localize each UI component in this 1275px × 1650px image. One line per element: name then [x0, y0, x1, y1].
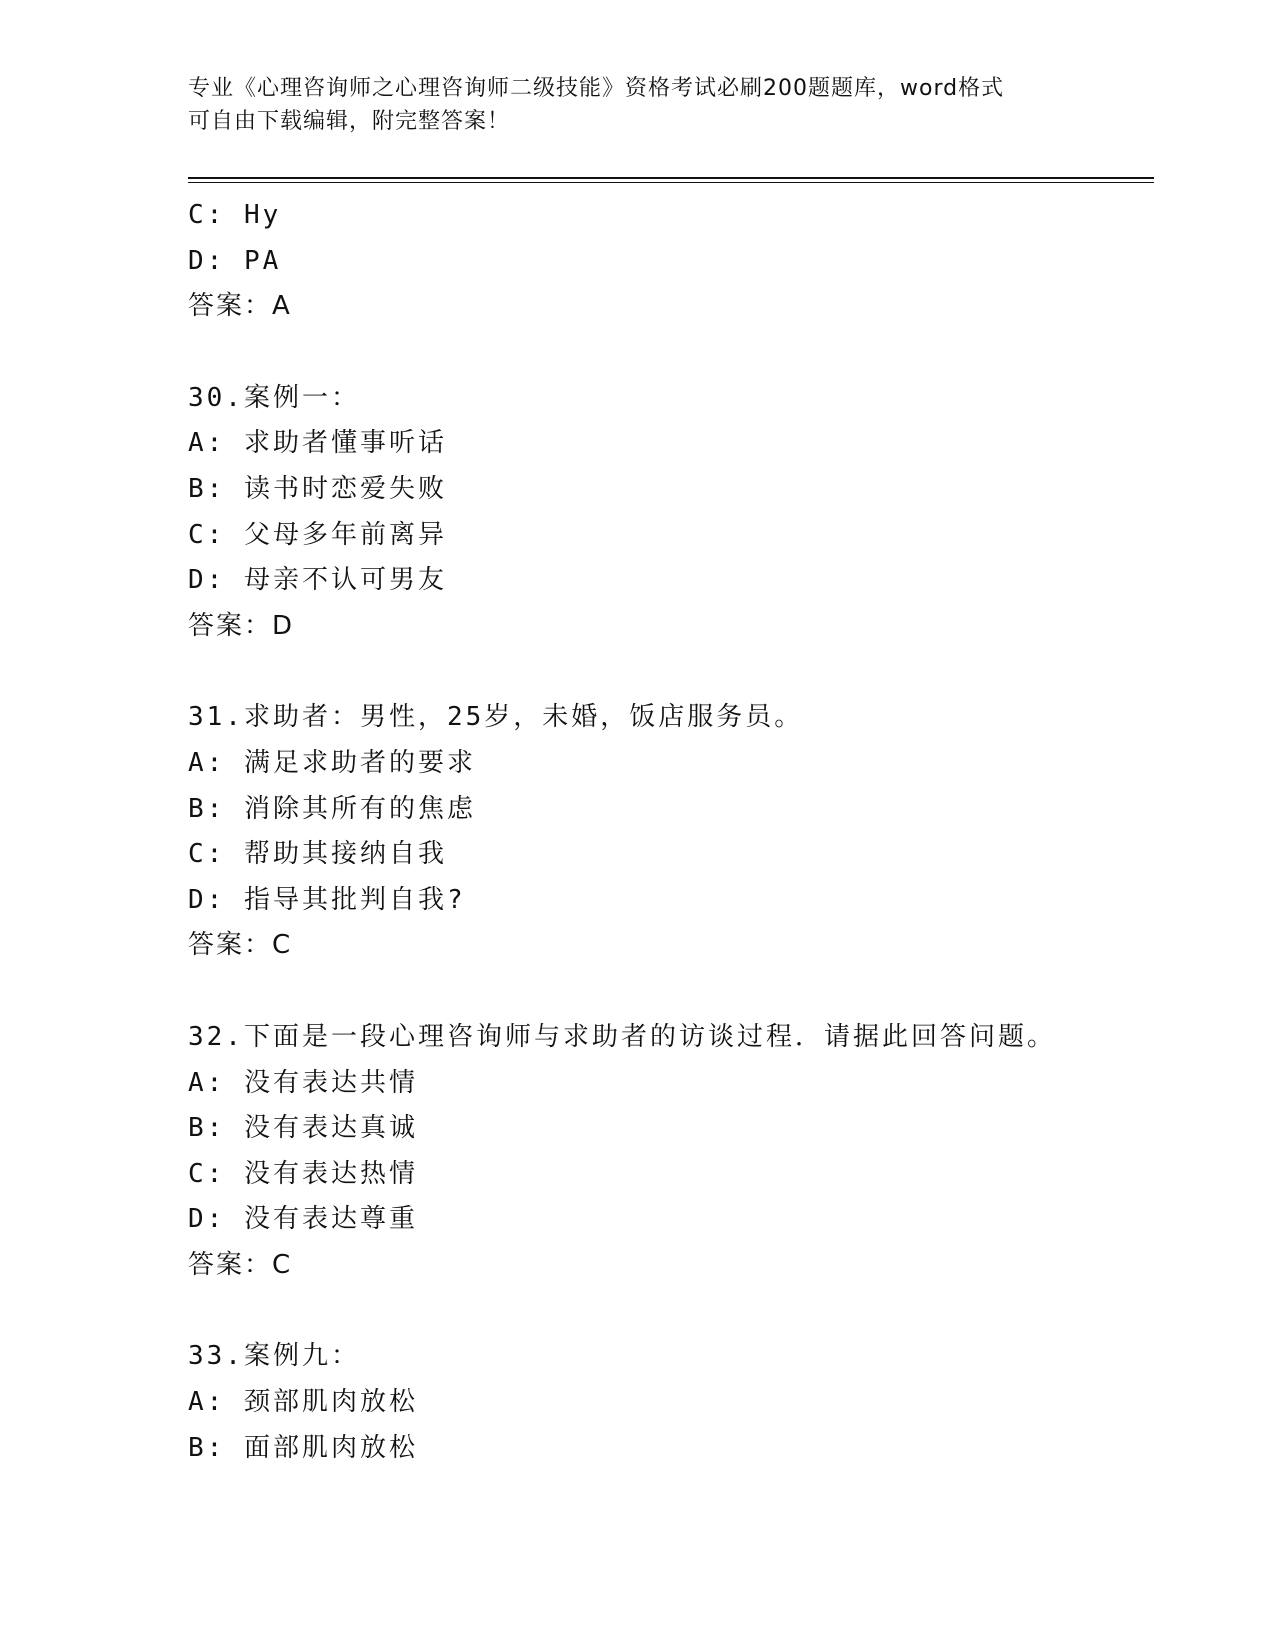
option-d: D: 母亲不认可男友: [188, 565, 447, 596]
option-d: D: 指导其批判自我?: [188, 884, 466, 915]
question-stem: 30.案例一：: [188, 382, 360, 413]
option-b: B: 消除其所有的焦虑: [188, 793, 476, 824]
option-b: B: 读书时恋爱失败: [188, 473, 447, 504]
option-d: D: 没有表达尊重: [188, 1204, 418, 1235]
question-30: [188, 376, 1148, 650]
spacer: [188, 1288, 1148, 1334]
header-title-line-2: 可自由下载编辑，附完整答案！: [188, 109, 511, 134]
option-c: C: 没有表达热情: [188, 1158, 418, 1189]
document-header: [188, 72, 1088, 138]
option-a: A: 满足求助者的要求: [188, 747, 476, 778]
answer: 答案：A: [188, 291, 292, 322]
answer: 答案：C: [188, 930, 293, 961]
option-c: C: Hy: [188, 200, 282, 230]
question-31: [188, 695, 1148, 969]
spacer: [188, 649, 1148, 695]
answer: 答案：C: [188, 1249, 293, 1280]
option-b: B: 面部肌肉放松: [188, 1432, 418, 1463]
option-c: C: 帮助其接纳自我: [188, 839, 447, 870]
question-stem: 33.案例九：: [188, 1341, 360, 1372]
option-a: A: 颈部肌肉放松: [188, 1387, 418, 1418]
question-32: [188, 1015, 1148, 1289]
question-33: [188, 1334, 1148, 1471]
option-a: A: 求助者懂事听话: [188, 428, 447, 459]
question-stem: 32.下面是一段心理咨询师与求助者的访谈过程．请据此回答问题。: [188, 1021, 1056, 1052]
question-29-tail: [188, 193, 1148, 330]
option-b: B: 没有表达真诚: [188, 1113, 418, 1144]
question-list: [188, 193, 1148, 1471]
spacer: [188, 330, 1148, 376]
header-divider-thin: [188, 182, 1154, 183]
header-title-line-1: 专业《心理咨询师之心理咨询师二级技能》资格考试必刷200题题库，word格式: [188, 76, 1005, 101]
header-divider-thick: [188, 177, 1154, 179]
answer: 答案：D: [188, 610, 295, 641]
question-stem: 31.求助者：男性，25岁，未婚，饭店服务员。: [188, 702, 804, 733]
option-d: D: PA: [188, 245, 282, 276]
option-a: A: 没有表达共情: [188, 1067, 418, 1098]
option-c: C: 父母多年前离异: [188, 519, 447, 550]
spacer: [188, 969, 1148, 1015]
